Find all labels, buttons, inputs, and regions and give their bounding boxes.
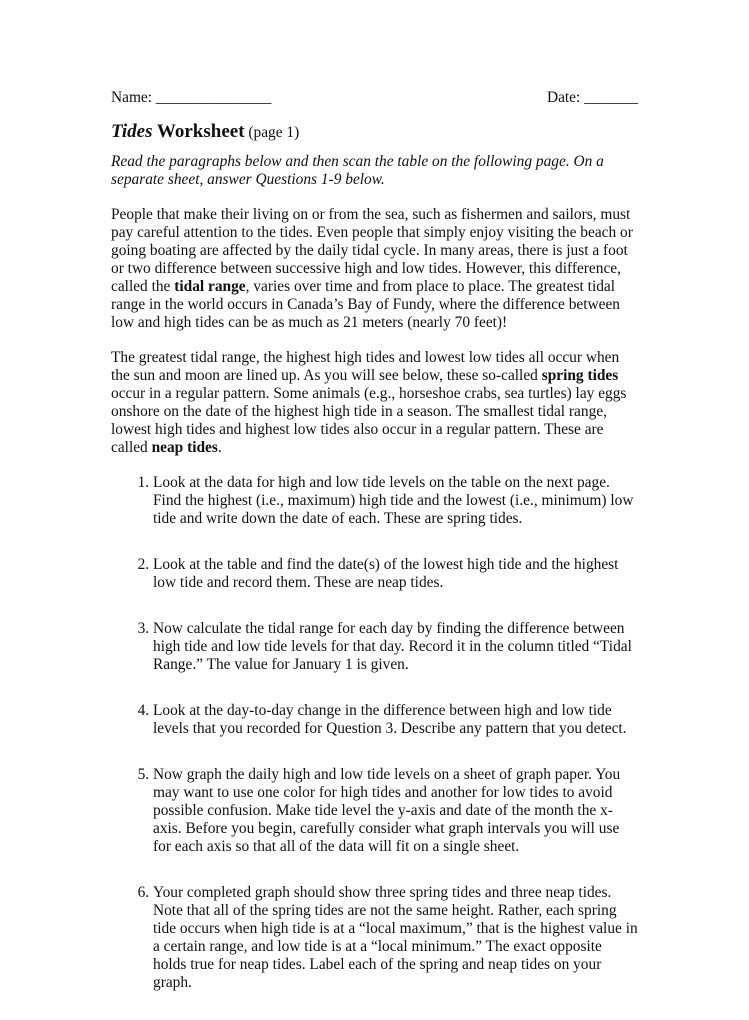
question-item: 4. Look at the day-to-day change in the difference between high and low tide levels that you recorded for Question 3. Describe any pattern that you detect. (153, 702, 639, 738)
text-segment: occur in a regular pattern. Some animals (e.g., horseshoe crabs, sea turtles) lay eggs onshore on the date of the highest high tide in a season. The smallest tidal range, lowest high tides and highest low tides also occur in a regular pattern. These are called (111, 385, 627, 456)
instructions: Read the paragraphs below and then scan the table on the following page. On a separate sheet, answer Questions 1-9 below. (111, 153, 604, 188)
text-segment: The greatest tidal range, the highest high tides and lowest low tides all occur when the sun and moon are lined up. As you will see below, these so-called (111, 349, 620, 384)
title-sub: (page 1) (244, 124, 300, 141)
paragraph (111, 349, 639, 457)
bold-term: spring tides (541, 367, 619, 384)
paragraph (111, 206, 639, 332)
title-bold: Worksheet (152, 121, 245, 142)
question-item: 6. Your completed graph should show three spring tides and three neap tides. Note that all of the spring tides are not the same height. Rather, each spring tide occurs when high tide is at a “local maximum,” that is the highest value in a certain range, and low tide is at a “local minimum.” The exact opposite holds true for neap tides. Label each of the spring and neap tides on your graph. (153, 884, 639, 992)
text-segment: . (217, 439, 222, 456)
question-item: 3. Now calculate the tidal range for each day by finding the difference between high tide and low tide levels for that day. Record it in the column titled “Tidal Range.” The value for January 1 is given. (153, 620, 639, 674)
bold-term: neap tides (151, 439, 218, 456)
bold-term: tidal range (174, 278, 246, 295)
name-field[interactable]: Name: _______________ (111, 89, 272, 106)
text-segment: People that make their living on or from the sea, such as fishermen and sailors, must pay careful attention to the tides. Even people that simply enjoy visiting the beach or going boating are affected by the daily tidal cycle. In many areas, there is just a foot or two difference between successive high and low tides. However, this difference, called the (111, 206, 633, 295)
text-segment: , varies over time and from place to place. The greatest tidal range in the world occurs in Canada’s Bay of Fundy, where the difference between low and high tides can be as much as 21 meters (nearly 70 feet)! (111, 278, 620, 331)
title-italic: Tides (111, 121, 153, 142)
body (111, 153, 639, 1020)
question-item: 2. Look at the table and find the date(s) of the lowest high tide and the highest low tide and record them. These are neap tides. (153, 556, 639, 592)
date-field[interactable]: Date: _______ (546, 89, 638, 106)
question-list (111, 474, 639, 992)
page-title (111, 121, 299, 144)
header (111, 89, 638, 107)
question-item: 5. Now graph the daily high and low tide levels on a sheet of graph paper. You may want to use one color for high tides and another for low tides to avoid possible confusion. Make tide level the y-axis and date of the month the x-axis. Before you begin, carefully consider what graph intervals you will use for each axis so that all of the data will fit on a single sheet. (153, 766, 639, 856)
question-item: 1. Look at the data for high and low tide levels on the table on the next page. Find the highest (i.e., maximum) high tide and the lowest (i.e., minimum) low tide and write down the date of each. These are spring tides. (153, 474, 639, 528)
